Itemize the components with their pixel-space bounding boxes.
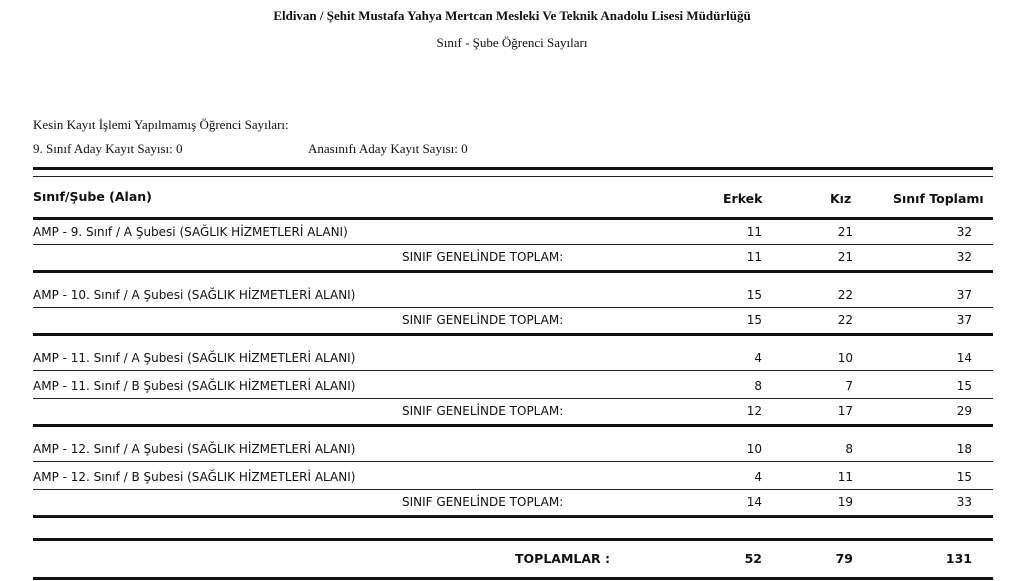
kiz-cell: 11 (837, 470, 853, 484)
total-cell: 37 (956, 288, 972, 302)
class-name-cell: AMP - 11. Sınıf / B Şubesi (SAĞLIK HİZMETLERİ ALANI) (33, 379, 356, 393)
grand-total-label: TOPLAMLAR : (515, 551, 611, 566)
column-header-erkek: Erkek (723, 191, 763, 206)
row-divider (33, 489, 993, 490)
kiz-cell: 21 (837, 225, 853, 239)
kiz-cell: 10 (837, 351, 853, 365)
subtotal-kiz: 22 (837, 313, 853, 327)
total-cell: 18 (956, 442, 972, 456)
class-name-cell: AMP - 11. Sınıf / A Şubesi (SAĞLIK HİZMETLERİ ALANI) (33, 351, 356, 365)
group-rule (33, 270, 993, 273)
kiz-cell: 7 (845, 379, 853, 393)
table-bottom-rule (33, 577, 993, 580)
total-cell: 15 (956, 470, 972, 484)
row-divider (33, 461, 993, 462)
erkek-cell: 4 (754, 470, 762, 484)
subtotal-kiz: 17 (837, 404, 853, 418)
class-name-cell: AMP - 9. Sınıf / A Şubesi (SAĞLIK HİZMETLERİ ALANI) (33, 225, 348, 239)
subtotal-total: 37 (956, 313, 972, 327)
erkek-cell: 10 (746, 442, 762, 456)
grand-total-kiz: 79 (835, 551, 853, 566)
grand-total-top-rule (33, 515, 993, 516)
class-name-cell: AMP - 12. Sınıf / A Şubesi (SAĞLIK HİZMETLERİ ALANI) (33, 442, 356, 456)
subtotal-erkek: 15 (746, 313, 762, 327)
subtotal-kiz: 21 (837, 250, 853, 264)
subtotal-erkek: 11 (746, 250, 762, 264)
subtotal-total: 33 (956, 495, 972, 509)
total-cell: 15 (956, 379, 972, 393)
erkek-cell: 11 (746, 225, 762, 239)
total-cell: 32 (956, 225, 972, 239)
column-header-kiz: Kız (830, 191, 852, 206)
erkek-cell: 8 (754, 379, 762, 393)
school-title: Eldivan / Şehit Mustafa Yahya Mertcan Mesleki Ve Teknik Anadolu Lisesi Müdürlüğü (273, 8, 751, 23)
report-subtitle: Sınıf - Şube Öğrenci Sayıları (436, 35, 588, 50)
row-divider (33, 370, 993, 371)
grand-total-erkek: 52 (744, 551, 762, 566)
pending-registration-title: Kesin Kayıt İşlemi Yapılmamış Öğrenci Sayıları: (33, 117, 289, 132)
subtotal-total: 32 (956, 250, 972, 264)
subtotal-label: SINIF GENELİNDE TOPLAM: (402, 495, 564, 509)
row-divider (33, 307, 993, 308)
grand-total-rule (33, 538, 993, 541)
subtotal-label: SINIF GENELİNDE TOPLAM: (402, 250, 564, 264)
class-name-cell: AMP - 12. Sınıf / B Şubesi (SAĞLIK HİZMETLERİ ALANI) (33, 470, 356, 484)
row-divider (33, 398, 993, 399)
subtotal-kiz: 19 (837, 495, 853, 509)
class-name-cell: AMP - 10. Sınıf / A Şubesi (SAĞLIK HİZMETLERİ ALANI) (33, 288, 356, 302)
column-header-total: Sınıf Toplamı (893, 191, 984, 206)
subtotal-label: SINIF GENELİNDE TOPLAM: (402, 404, 564, 418)
row-divider (33, 244, 993, 245)
table-top-rule (33, 167, 993, 170)
group-rule (33, 424, 993, 427)
group-rule (33, 333, 993, 336)
header-rule (33, 217, 993, 220)
total-cell: 14 (956, 351, 972, 365)
table-top-rule-inner (33, 176, 993, 177)
subtotal-label: SINIF GENELİNDE TOPLAM: (402, 313, 564, 327)
erkek-cell: 4 (754, 351, 762, 365)
kiz-cell: 8 (845, 442, 853, 456)
subtotal-total: 29 (956, 404, 972, 418)
grade9-candidate-count: 9. Sınıf Aday Kayıt Sayısı: 0 (33, 141, 183, 156)
subtotal-erkek: 14 (746, 495, 762, 509)
kindergarten-candidate-count: Anasınıfı Aday Kayıt Sayısı: 0 (308, 141, 468, 156)
kiz-cell: 22 (837, 288, 853, 302)
erkek-cell: 15 (746, 288, 762, 302)
grand-total-sum: 131 (945, 551, 972, 566)
column-header-class: Sınıf/Şube (Alan) (33, 189, 152, 204)
subtotal-erkek: 12 (746, 404, 762, 418)
